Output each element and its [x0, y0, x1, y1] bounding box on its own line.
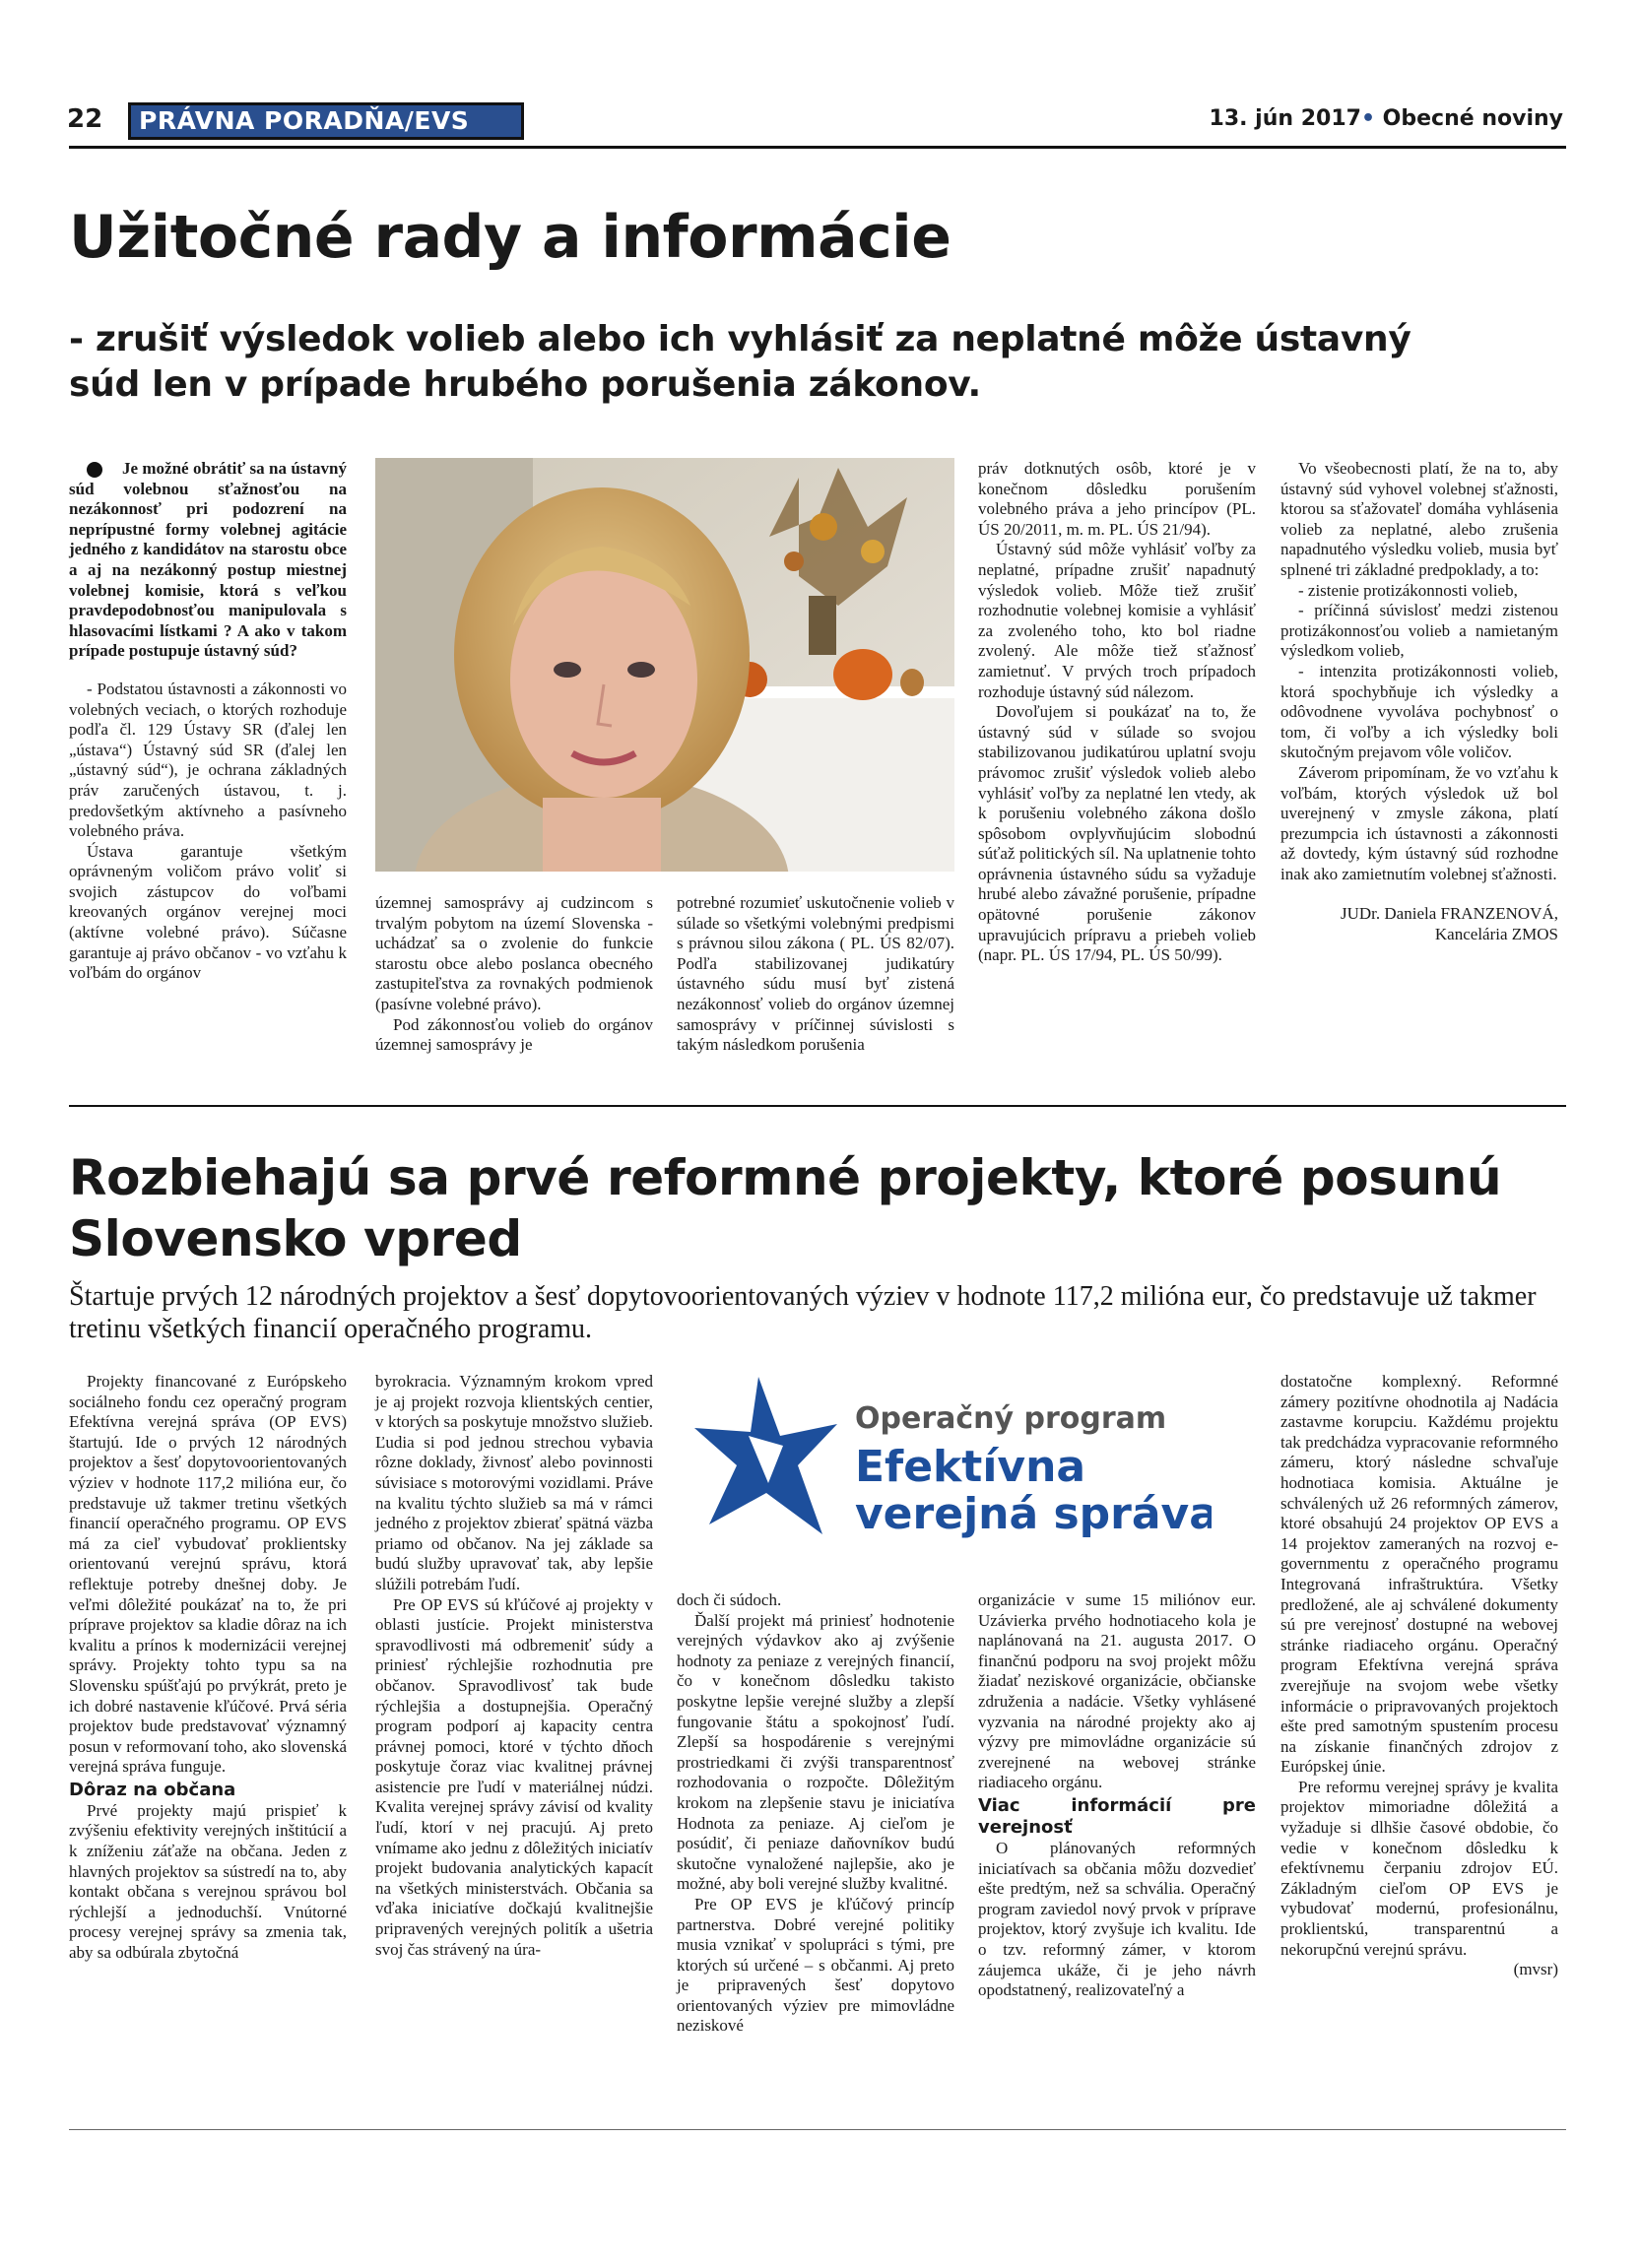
paragraph: Záverom pripomínam, že vo vzťahu k voľbám, ktorých výsledok už bol uverejnený v zmysle zákona, platí prezumpcia ich ústavnosti a zákonnosti až dovtedy, kým ústavný súd rozhodne inak ako zamietnutím volebnej sťažnosti. — [1280, 762, 1558, 883]
article2-title: Rozbiehajú sa prvé reformné projekty, ktoré posunú Slovensko vpred — [69, 1149, 1502, 1267]
paragraph: - Podstatou ústavnosti a zákonnosti vo volebných veciach, o ktorých rozhoduje podľa čl. 129 Ústavy SR (ďalej len „ústava“) Ústavný súd SR (ďalej len „ústavný súd“), je ochrana základných práv zaručených ústavou, t. j. predovšetkým aktívneho a pasívneho volebného práva. — [69, 679, 347, 841]
article2-column-3 — [677, 1590, 954, 2037]
paragraph: Ústava garantuje všetkým oprávneným voličom právo voliť si svojich zástupcov do voľbami kreovaných orgánov verejnej moci (aktívne volebné právo). Súčasne garantuje aj právo občanov - vo vzťahu k voľbám do orgánov — [69, 841, 347, 983]
list-item: - intenzita protizákonnosti volieb, ktorá spochybňuje ich výsledky a odôvodnene vyvoláva pochybnosť o tom, či voľby a ich výsledky boli skutočným prejavom vôle voličov. — [1280, 661, 1558, 762]
article2-column-1 — [69, 1372, 347, 1964]
reader-question: Je možné obrátiť sa na ústavný súd volebnou sťažnosťou na nezákonnosť pri podozrení na neprípustné formy volebnej agitácie jedného z kandidátov na starostu obce a aj na nezákonný postup miestnej volebnej komisie, ktorá s veľkou pravdepodobnosťou manipulovala s hlasovacími lístkami ? A ako v takom prípade postupuje ústavný súd? — [69, 459, 347, 661]
star-figure-icon — [689, 1367, 1212, 1564]
bottom-rule — [69, 2129, 1566, 2130]
logo-line-2: Efektívna — [855, 1442, 1086, 1492]
author-signature: JUDr. Daniela FRANZENOVÁ, — [1341, 904, 1558, 924]
article-divider — [69, 1105, 1566, 1107]
newspaper-name: Obecné noviny — [1382, 106, 1563, 131]
article1-column-2 — [375, 893, 653, 1056]
article1-title: Užitočné rady a informácie — [69, 203, 951, 272]
subheading: Dôraz na občana — [69, 1779, 236, 1800]
section-banner: PRÁVNA PORADŇA/EVS — [128, 102, 524, 140]
article2-column-2 — [375, 1372, 653, 1960]
paragraph: Ústavný súd môže vyhlásiť voľby za neplatné, prípadne zrušiť napadnutý výsledok volieb. Môže tiež zrušiť rozhodnutie volebnej komisie a vyhlásiť za zvoleného toho, kto bol riadne zvolený. Ale môže tiež sťažnosť zamietnuť. V prvých troch prípadoch rozhoduje ústavný súd nálezom. — [978, 540, 1256, 701]
issue-date: 13. jún 2017 — [1209, 106, 1361, 131]
article1-column-5 — [1280, 459, 1558, 945]
paragraph: O plánovaných reformných iniciatívach sa občania môžu dozvedieť ešte predtým, než sa schvália. Operačný program zaviedol nový prvok v príprave projektov, ktorý zvyšuje ich kvalitu. Ide o tzv. reformný zámer, v ktorom záujemca ukáže, či je jeho návrh opodstatnený, realizovateľný a — [978, 1838, 1256, 2000]
paragraph: Pre OP EVS sú kľúčové aj projekty v oblasti justície. Projekt ministerstva spravodlivosti má odbremeniť súdy a priniesť rýchlejšie rozhodnutia pre občanov. Spravodlivosť tak bude rýchlejšia a dostupnejšia. Operačný program podporí aj kapacity centra právnej pomoci, ktoré v týchto dňoch poskytuje čoraz viac kvalitnej právnej asistencie pre ľudí v materiálnej núdzi. Kvalita verejnej správy závisí od kvality ľudí, ktorí v nej pracujú. Aj preto vnímame ako jednu z dôležitých iniciatív projekt budovania analytických kapacít na všetkých ministerstvách. Občania sa vďaka iniciatíve dočkajú kvalitnejšie pripravených verejných politík a ušetria svoj čas strávený na úra- — [375, 1594, 653, 1959]
logo-line-3: verejná správa — [855, 1489, 1212, 1539]
author-affiliation: Kancelária ZMOS — [1434, 925, 1558, 944]
paragraph: Ďalší projekt má priniesť hodnotenie verejných výdavkov ako aj zvýšenie hodnoty za peniaze z verejných financií, čo v konečnom dôsledku takisto poskytne lepšie verejné služby a zlepší fungovanie štátu a spokojnosť ľudí. Zlepší sa hospodárenie s verejnými prostriedkami či zvýši transparentnosť rozhodovania o rozpočte. Dôležitým krokom na zlepšenie stavu je iniciatíva Hodnota za peniaze. Aj cieľom je posúdiť, či peniaze daňovníkov budú skutočne vynaložené najlepšie, ako je možné, aby boli verejné služby kvalitné. — [677, 1610, 954, 1894]
paragraph: Pod zákonnosťou volieb do orgánov územnej samosprávy je — [375, 1014, 653, 1055]
source-signature: (mvsr) — [1513, 1960, 1558, 1979]
subheading: Viac informácií pre verejnosť — [978, 1794, 1256, 1838]
paragraph: potrebné rozumieť uskutočnenie volieb v súlade so všetkými volebnými predpismi s právnou silou zákona ( PL. ÚS 82/07). Podľa stabilizovanej judikatúry ústavného súdu musí byť zistená nezákonnosť volieb do orgánov územnej samosprávy v príčinnej súvislosti s takým následkom porušenia — [677, 893, 954, 1055]
bullet-separator: • — [1360, 106, 1375, 131]
article1-column-3 — [677, 893, 954, 1056]
paragraph: dostatočne komplexný. Reformné zámery pozitívne ohodnotila aj Nadácia zastavme korupciu. Každému projektu tak predchádza vypracovanie reformného zámeru, ktorý následne schvaľuje hodnotiaca komisia. Aktuálne je schválených už 26 reformných zámerov, ktoré obsahujú 24 projektov OP EVS a 14 projektov zameraných na rozvoj e-governmentu z operačného programu Integrovaná infraštruktúra. Všetky predložené, ale aj schválené dokumenty sú pre verejnosť dostupné na webovej stránke riadiaceho orgánu. Operačný program Efektívna verejná správa zverejňuje na svojom webe všetky informácie o pripravovaných projektoch ešte pred samotným spustením procesu na získanie finančných zdrojov z Európskej únie. — [1280, 1372, 1558, 1777]
op-evs-logo — [689, 1367, 1212, 1564]
logo-line-1: Operačný program — [855, 1401, 1167, 1436]
article2-column-5 — [1280, 1372, 1558, 1980]
issue-info — [1210, 106, 1563, 131]
article2-lead: Štartuje prvých 12 národných projektov a šesť dopytovoorientovaných výziev v hodnote 117,2 milióna eur, čo predstavuje už takmer tretinu všetkých financií operačného programu. — [69, 1281, 1537, 1344]
header-rule — [69, 146, 1566, 149]
bullet-icon — [87, 462, 102, 478]
portrait-image — [375, 458, 954, 872]
paragraph: Pre OP EVS je kľúčový princíp partnerstva. Dobré verejné politiky musia vznikať v spolupráci s tými, pre ktorých sú určené – s občanmi. Aj preto je pripravených šesť dopytovo orientovaných výziev pre mimovládne neziskové — [677, 1894, 954, 2036]
paragraph: Prvé projekty majú prispieť k zvýšeniu efektivity verejných inštitúcií a k zníženiu záťaže na občana. Jeden z hlavných projektov sa sústredí na to, aby kontakt občana s verejnou správou bol rýchlejší a jednoduchší. Vnútorné procesy verejnej správy sa zmenia tak, aby sa odbúrala zbytočná — [69, 1800, 347, 1963]
page-number: 22 — [67, 104, 103, 134]
paragraph: práv dotknutých osôb, ktoré je v konečnom dôsledku porušením volebného práva a jeho princípov (PL. ÚS 20/2011, m. m. PL. ÚS 21/94). — [978, 459, 1256, 539]
paragraph: Pre reformu verejnej správy je kvalita projektov mimoriadne dôležitá a vyžaduje si dlhšie časové obdobie, čo vedie v konečnom dôsledku k efektívnemu čerpaniu zdrojov EÚ. Základným cieľom OP EVS je vybudovať modernú, profesionálnu, proklientskú, transparentnú a nekorupčnú verejnú správu. — [1280, 1777, 1558, 1959]
paragraph: Projekty financované z Európskeho sociálneho fondu cez operačný program Efektívna verejná správa (OP EVS) štartujú. Ide o prvých 12 národných projektov a šesť dopytovoorientovaných výziev v hodnote 117,2 milióna eur, čo predstavuje už takmer tretinu všetkých financií operačného programu. OP EVS má za cieľ vybudovať proklientsky orientovanú verejnú správu, ktorá reflektuje potreby dnešnej doby. Je veľmi dôležité poukázať na to, že pri príprave projektov sa kladie dôraz na ich kvalitu a prínos k modernizácii verejnej správy. Projekty tohto typu sa na Slovensku spúšťajú po prvýkrát, preto je ich dobré nastavenie kľúčové. Prvá séria projektov bude predstavovať významný posun v reformovaní toho, ako slovenská verejná správa funguje. — [69, 1372, 347, 1777]
paragraph: Dovoľujem si poukázať na to, že ústavný súd v súlade so svojou stabilizovanou judikatúrou uplatní svoju právomoc zrušiť výsledok volieb alebo vyhlásiť voľby za neplatné len vtedy, ak k porušeniu volebného zákona došlo spôsobom ovplyvňujúcim slobodnú súťaž politických síl. Na uplatnenie tohto oprávnenia ústavného súdu sa vyžaduje hrubé alebo závažné porušenie, prípadne opätovné porušenie zákonov upravujúcich prípravu a priebeh volieb (napr. PL. ÚS 17/94, PL. ÚS 50/99). — [978, 702, 1256, 965]
list-item: - príčinná súvislosť medzi zistenou protizákonnosťou volieb a namietaným výsledkom volieb, — [1280, 601, 1558, 661]
paragraph: byrokracia. Významným krokom vpred je aj projekt rozvoja klientských centier, v ktorých sa poskytuje množstvo služieb. Ľudia si pod jednou strechou vybavia rôzne doklady, živnosť alebo povinnosti súvisiace s motorovými vozidlami. Práve na kvalitu týchto služieb sa má v rámci jedného z projektov zbierať spätná väzba priamo od občanov. Na jej základe sa budú služby upravovať tak, aby lepšie slúžili potrebám ľudí. — [375, 1372, 653, 1593]
article1-column-4 — [978, 459, 1256, 966]
article1-column-1 — [69, 459, 347, 984]
author-photo — [375, 458, 954, 872]
article1-subtitle: - zrušiť výsledok volieb alebo ich vyhlásiť za neplatné môže ústavný súd len v prípade hrubého porušenia zákonov. — [69, 319, 1411, 405]
list-item: - zistenie protizákonnosti volieb, — [1298, 580, 1518, 600]
paragraph: organizácie v sume 15 miliónov eur. Uzávierka prvého hodnotiaceho kola je naplánovaná na 21. augusta 2017. O finančnú podporu na svoj projekt môžu žiadať neziskové organizácie, občianske združenia a nadácie. Všetky vyhlásené vyzvania na národné projekty ako aj výzvy pre mimovládne organizácie sú zverejnené na webovej stránke riadiaceho orgánu. — [978, 1590, 1256, 1792]
article2-column-4 — [978, 1590, 1256, 2001]
paragraph: doch či súdoch. — [677, 1590, 782, 1609]
paragraph: Vo všeobecnosti platí, že na to, aby ústavný súd vyhovel volebnej sťažnosti, ktorou sa sťažovateľ domáha vyhlásenia volieb za neplatné, alebo zrušenia napadnutého výsledku volieb, musia byť splnené tri základné predpoklady, a to: — [1280, 459, 1558, 579]
paragraph: územnej samosprávy aj cudzincom s trvalým pobytom na území Slovenska - uchádzať sa o zvolenie do funkcie starostu obce alebo poslanca obecného zastupiteľstva za rovnakých podmienok (pasívne volebné právo). — [375, 893, 653, 1013]
